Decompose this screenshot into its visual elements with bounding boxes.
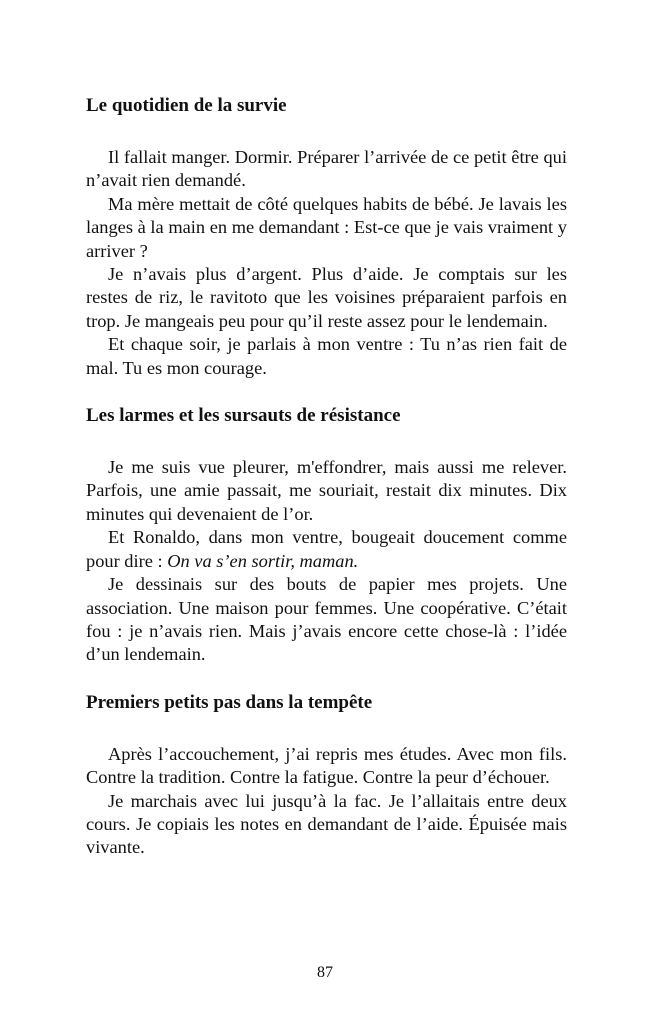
paragraph: Ma mère mettait de côté quelques habits de bébé. Je lavais les langes à la main en me demandant : Est-ce que je vais vraiment y arriver ? [86,193,567,261]
paragraph-text: Et Ronaldo, dans mon ventre, bougeait doucement comme pour dire : [86,527,567,571]
section-title: Le quotidien de la survie [86,95,287,116]
section-title: Premiers petits pas dans la tempête [86,691,373,713]
paragraph: Et chaque soir, je parlais à mon ventre : Tu n’as rien fait de mal. Tu es mon courage. [86,334,567,378]
paragraph: Après l’accouchement, j’ai repris mes études. Avec mon fils. Contre la tradition. Contre la fatigue. Contre la peur d’échouer. [86,743,567,788]
page-body [86,94,567,860]
paragraph: Je dessinais sur des bouts de papier mes projets. Une association. Une maison pour femmes. Une coopérative. C’était fou : je n’avais rien. Mais j’avais encore cette chose-là : l’idée d’un lendemain. [86,574,567,665]
paragraph: Je marchais avec lui jusqu’à la fac. Je l’allaitais entre deux cours. Je copiais les notes en demandant de l’aide. Épuisée mais vivante. [86,790,567,858]
paragraph-with-italic [86,526,567,573]
italic-quote: On va s’en sortir, maman. [167,550,359,571]
paragraph: Je n’avais plus d’argent. Plus d’aide. Je comptais sur les restes de riz, le ravitoto que les voisines préparaient parfois en trop. Je mangeais peu pour qu’il reste assez pour le lendemain. [86,264,567,331]
paragraph: Il fallait manger. Dormir. Préparer l’arrivée de ce petit être qui n’avait rien demandé. [86,147,567,191]
section-larmes [86,404,567,667]
section-title: Les larmes et les sursauts de résistance [86,405,401,427]
section-premiers-pas [86,691,567,860]
paragraph: Je me suis vue pleurer, m'effondrer, mais aussi me relever. Parfois, une amie passait, me souriait, restait dix minutes. Dix minutes qui devenaient de l’or. [86,457,567,524]
page-number: 87 [317,964,333,981]
section-survie [86,94,567,380]
